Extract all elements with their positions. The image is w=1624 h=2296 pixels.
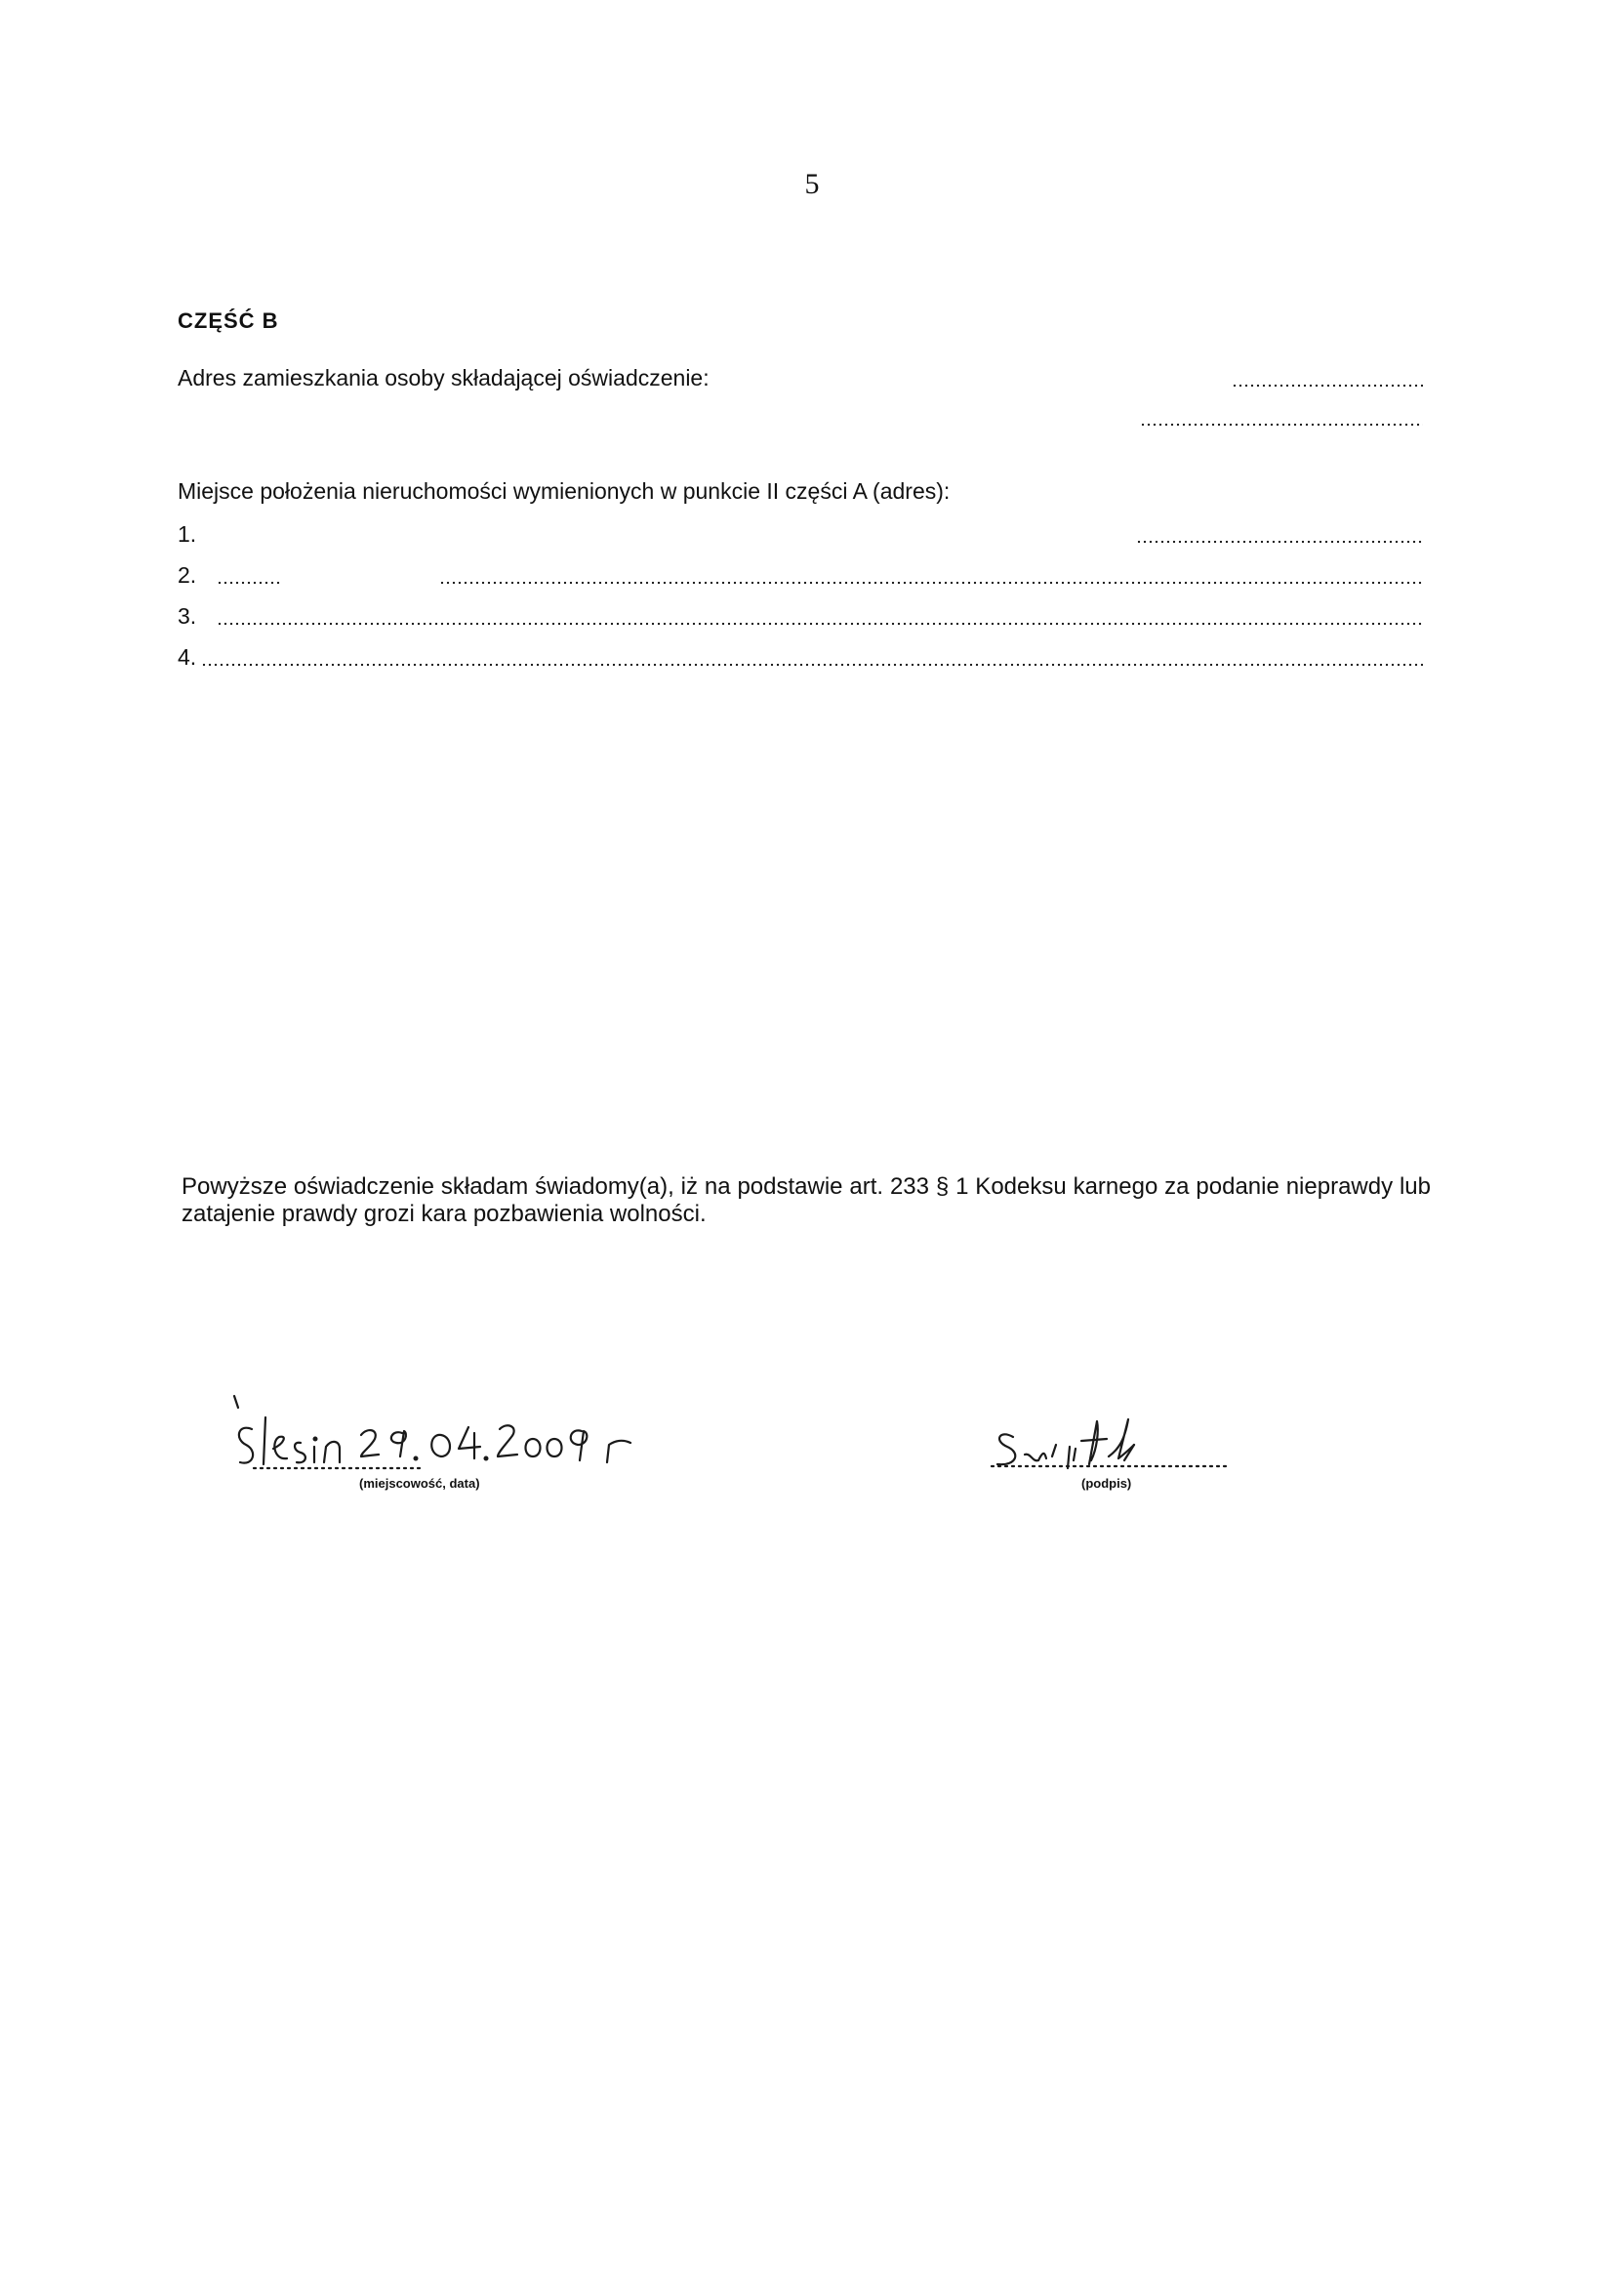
property-item-2-dotted-line (439, 581, 1423, 585)
property-item-3-number: 3. (178, 603, 197, 629)
section-title: CZĘŚĆ B (178, 308, 279, 333)
residence-dotted-line-1 (1232, 384, 1423, 388)
property-item-2-number: 2. (178, 562, 197, 588)
property-item-4-dotted-line (201, 663, 1423, 667)
property-item-3-dotted-line (217, 622, 1423, 626)
property-item-4-number: 4. (178, 644, 197, 670)
property-item-1-dotted-line (1136, 540, 1423, 544)
property-label: Miejsce położenia nieruchomości wymienionych w punkcie II części A (adres): (178, 478, 951, 504)
property-item-1-number: 1. (178, 521, 197, 547)
residence-dotted-line-2 (1140, 423, 1423, 427)
statement-text: Powyższe oświadczenie składam świadomy(a), iż na podstawie art. 233 § 1 Kodeksu karnego za podanie nieprawdy lub zatajenie prawdy grozi kara pozbawienia wolności. (182, 1173, 1431, 1227)
residence-label: Adres zamieszkania osoby składającej oświadczenie: (178, 365, 710, 390)
signature-caption: (podpis) (1081, 1476, 1132, 1491)
property-item-2-dotted-line-short (217, 581, 281, 585)
place-date-caption: (miejscowość, data) (359, 1476, 480, 1491)
page-number: 5 (804, 168, 820, 200)
